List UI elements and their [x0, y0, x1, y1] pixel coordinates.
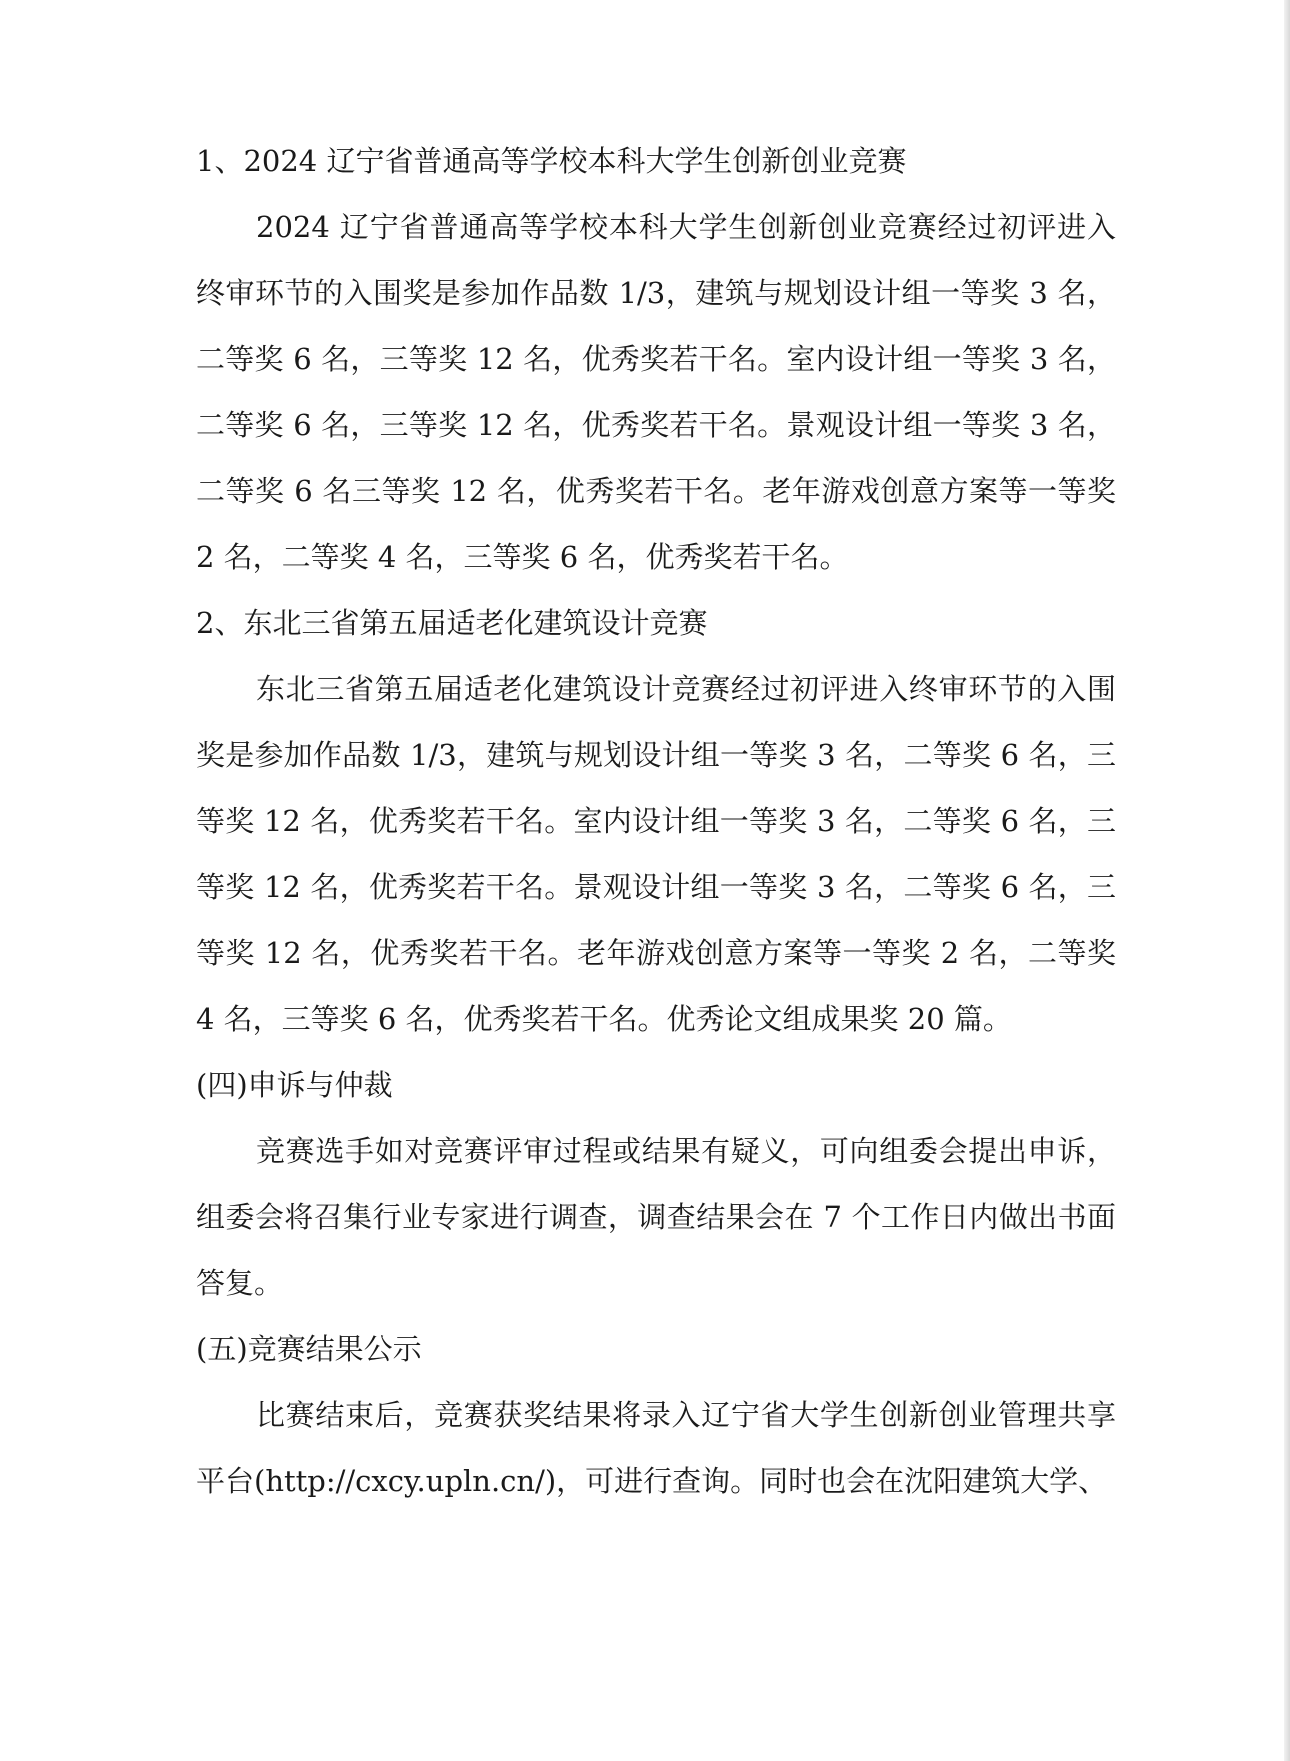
section-body-1: 2024 辽宁省普通高等学校本科大学生创新创业竞赛经过初评进入终审环节的入围奖是参加作品数 1/3，建筑与规划设计组一等奖 3 名，二等奖 6 名，三等奖 12 名，优秀奖若干名。室内设计组一等奖 3 名，二等奖 6 名，三等奖 12 名，优秀奖若干名。景观设计组一等奖 3 名，二等奖 6 名三等奖 12 名，优秀奖若干名。老年游戏创意方案等一等奖 2 名，二等奖 4 名，三等奖 6 名，优秀奖若干名。 — [196, 210, 1116, 574]
document-page — [196, 128, 1116, 1514]
section-body-appeal: 竞赛选手如对竞赛评审过程或结果有疑义，可向组委会提出申诉，组委会将召集行业专家进行调查，调查结果会在 7 个工作日内做出书面答复。 — [196, 1134, 1116, 1300]
section-body-results: 比赛结束后，竞赛获奖结果将录入辽宁省大学生创新创业管理共享平台(http://cxcy.upln.cn/)，可进行查询。同时也会在沈阳建筑大学、 — [196, 1398, 1116, 1498]
section-heading-results: (五)竞赛结果公示 — [196, 1332, 422, 1366]
section-body-2: 东北三省第五届适老化建筑设计竞赛经过初评进入终审环节的入围奖是参加作品数 1/3，建筑与规划设计组一等奖 3 名，二等奖 6 名，三等奖 12 名，优秀奖若干名。室内设计组一等奖 3 名，二等奖 6 名，三等奖 12 名，优秀奖若干名。景观设计组一等奖 3 名，二等奖 6 名，三等奖 12 名，优秀奖若干名。老年游戏创意方案等一等奖 2 名，二等奖 4 名，三等奖 6 名，优秀奖若干名。优秀论文组成果奖 20 篇。 — [196, 672, 1116, 1036]
page-edge-shadow — [1284, 0, 1290, 1761]
section-heading-appeal: (四)申诉与仲裁 — [196, 1068, 393, 1102]
section-heading-1: 1、2024 辽宁省普通高等学校本科大学生创新创业竞赛 — [196, 144, 907, 178]
section-heading-2: 2、东北三省第五届适老化建筑设计竞赛 — [196, 606, 708, 640]
